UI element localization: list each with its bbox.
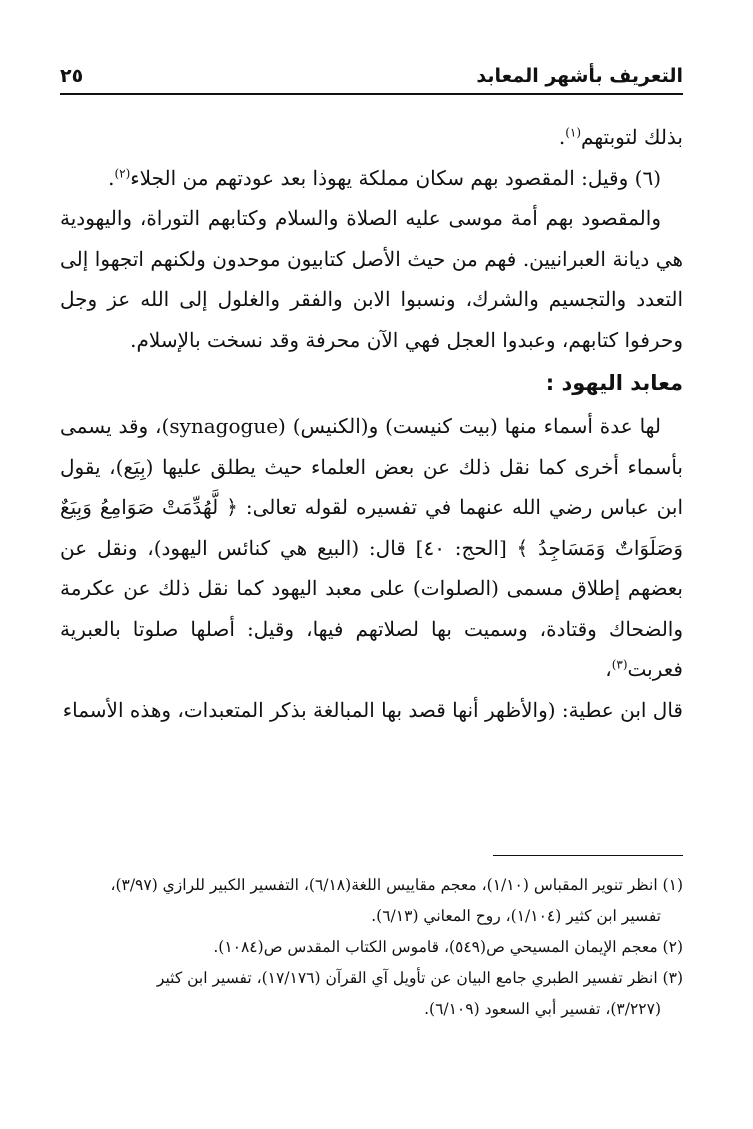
footnote-1-line-2: تفسير ابن كثير (١/١٠٤)، روح المعاني (٦/١٣). xyxy=(371,907,661,925)
footnote-3-line-2: (٣/٢٢٧)، تفسير أبي السعود (٦/١٠٩). xyxy=(424,1000,661,1018)
paragraph-2-text: (٦) وقيل: المقصود بهم سكان مملكة يهوذا بعد عودتهم من الجلاء xyxy=(130,165,661,190)
paragraph-5: قال ابن عطية: (والأظهر أنها قصد بها المبالغة بذكر المتعبدات، وهذه الأسماء xyxy=(62,697,683,722)
footnote-3-line-1: (٣) انظر تفسير الطبري جامع البيان عن تأويل آي القرآن (١٧/١٧٦)، تفسير ابن كثير xyxy=(156,969,683,987)
footnote-ref-2: (٢) xyxy=(114,165,131,180)
paragraph-3: والمقصود بهم أمة موسى عليه الصلاة والسلام وكتابهم التوراة، واليهودية هي ديانة العبرانيين. فهم من حيث الأصل كتابيون موحدون ولكنهم اتجهوا إلى التعدد والتجسيم والشرك، ونسبوا الابن والفقر والغلول إلى الله عز وجل وحرفوا كتابهم، وعبدوا العجل فهي الآن محرفة وقد نسخت بالإسلام. xyxy=(60,206,683,352)
footnote-1 xyxy=(60,870,683,932)
section-heading: معابد اليهود : xyxy=(545,371,683,395)
footnote-3 xyxy=(60,963,683,1025)
footnotes xyxy=(60,855,683,1025)
page-number: ٢٥ xyxy=(60,65,84,87)
header-title: التعريف بأشهر المعابد xyxy=(476,65,683,87)
footnote-2: (٢) معجم الإيمان المسيحي ص(٥٤٩)، قاموس الكتاب المقدس ص(١٠٨٤). xyxy=(213,938,683,956)
paragraph-1-text: بذلك لتوبتهم xyxy=(581,125,683,149)
book-page xyxy=(60,55,683,1095)
paragraph-4-end: ، xyxy=(605,657,612,681)
footnote-ref-3: (٣) xyxy=(611,657,628,672)
body-text xyxy=(60,117,683,730)
paragraph-2 xyxy=(60,158,683,199)
paragraph-1-end: . xyxy=(558,125,566,149)
paragraph-4-text: لها عدة أسماء منها (بيت كنيست) و(الكنيس) (synagogue)، وقد يسمى بأسماء أخرى كما نقل ذلك عن بعض العلماء حيث يطلق عليها (بِيَع)، يقول ابن عباس رضي الله عنهما في تفسيره لقوله تعالى: ﴿ لَّهُدِّمَتْ صَوَامِعُ وَبِيَعٌ وَصَلَوَاتٌ وَمَسَاجِدُ ﴾ [الحج: ٤٠] قال: (البيع هي كنائس اليهود)، ونقل عن بعضهم إطلاق مسمى (الصلوات) على معبد اليهود كما نقل ذلك عن عكرمة والضحاك وقتادة، وسميت بها لصلاتهم فيها، وقيل: أصلها صلوتا بالعبرية فعربت xyxy=(60,414,683,681)
running-header xyxy=(60,55,683,95)
paragraph-1 xyxy=(60,117,683,158)
paragraph-2-end: . xyxy=(108,165,115,190)
paragraph-4 xyxy=(60,406,683,690)
footnote-1-line-1: (١) انظر تنوير المقباس (١/١٠)، معجم مقاييس اللغة(٦/١٨)، التفسير الكبير للرازي (٣/٩٧)، xyxy=(110,876,683,894)
footnote-divider xyxy=(493,855,683,856)
footnote-ref-1: (١) xyxy=(565,125,582,140)
